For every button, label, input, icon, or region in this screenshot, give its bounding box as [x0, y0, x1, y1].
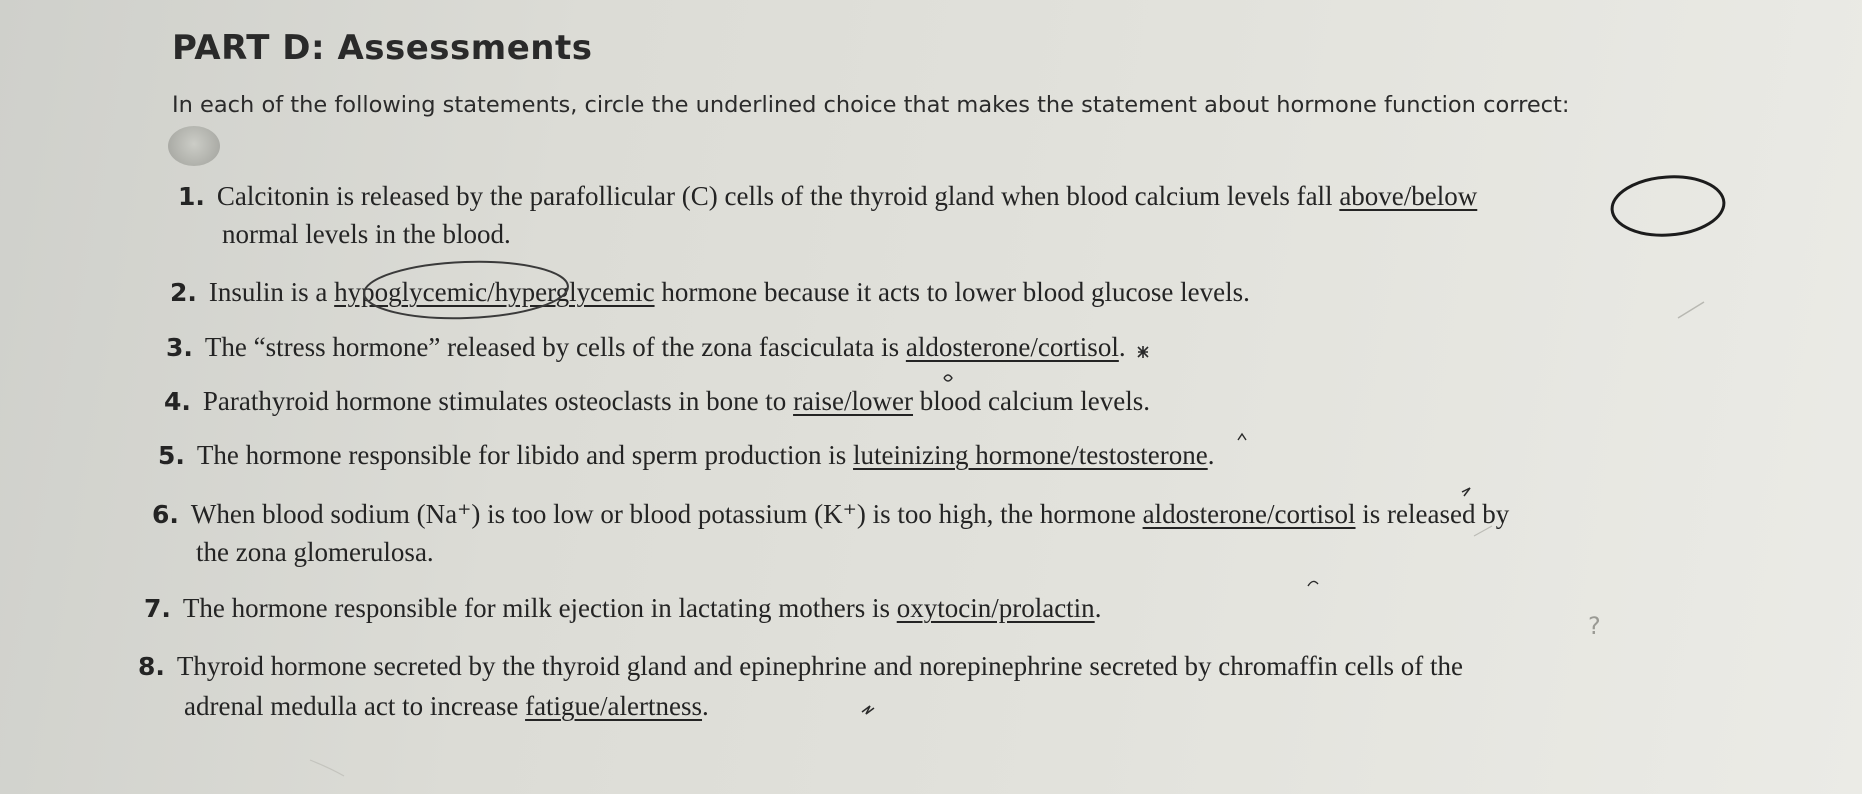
- stamp-mark: [168, 126, 220, 166]
- question-text: Calcitonin is released by the parafollicular (C) cells of the thyroid gland when blood calcium levels fall: [216, 181, 1333, 211]
- question-6: [152, 496, 1509, 533]
- question-text-post: .: [1207, 440, 1215, 470]
- question-6-continued: the zona glomerulosa.: [196, 537, 434, 567]
- pen-question-mark: ?: [1588, 612, 1601, 640]
- question-8: [138, 648, 1463, 685]
- pen-circle-mark: [1610, 173, 1726, 239]
- pen-star-mark: [1138, 346, 1148, 358]
- question-number: 3.: [166, 333, 193, 362]
- question-number: 4.: [164, 387, 191, 416]
- question-text: The hormone responsible for milk ejection in lactating mothers is: [182, 593, 890, 623]
- question-7: [144, 590, 1101, 627]
- pen-tick-mark: [1462, 488, 1470, 496]
- question-text-post: is released by: [1362, 499, 1510, 529]
- answer-choice[interactable]: fatigue/alertness: [525, 691, 703, 721]
- question-3: [166, 329, 1126, 366]
- pen-tick-mark: [944, 375, 952, 381]
- answer-choice[interactable]: aldosterone/cortisol: [905, 332, 1119, 362]
- page-title: PART D: Assessments: [172, 28, 593, 68]
- question-1-continued: normal levels in the blood.: [222, 219, 511, 249]
- question-text: The hormone responsible for libido and sperm production is: [196, 440, 847, 470]
- question-text: Parathyroid hormone stimulates osteoclasts in bone to: [202, 386, 787, 416]
- question-number: 1.: [178, 182, 205, 211]
- question-text: The “stress hormone” released by cells of the zona fasciculata is: [204, 332, 900, 362]
- question-text-post: blood calcium levels.: [919, 386, 1150, 416]
- question-8-continued: [184, 688, 709, 724]
- answer-choice[interactable]: above/below: [1339, 181, 1478, 211]
- question-text: When blood sodium (Na⁺) is too low or blood potassium (K⁺) is too high, the hormone: [190, 499, 1136, 529]
- question-number: 6.: [152, 500, 179, 529]
- answer-choice[interactable]: aldosterone/cortisol: [1142, 499, 1356, 529]
- question-text-post: hormone because it acts to lower blood glucose levels.: [661, 277, 1250, 307]
- question-text: Insulin is a: [208, 277, 328, 307]
- question-1: [178, 178, 1477, 215]
- question-text: adrenal medulla act to increase: [184, 691, 519, 721]
- pencil-stroke: [1678, 302, 1704, 318]
- question-number: 8.: [138, 652, 165, 681]
- answer-choice[interactable]: raise/lower: [793, 386, 914, 416]
- pen-tick-mark: [1238, 434, 1246, 440]
- question-text-post: .: [702, 691, 709, 721]
- pen-tick-mark: [1308, 581, 1318, 586]
- question-number: 2.: [170, 278, 197, 307]
- pen-tick-mark: [862, 706, 874, 714]
- question-number: 7.: [144, 594, 171, 623]
- pencil-stroke: [310, 760, 344, 776]
- answer-choice[interactable]: hypoglycemic/hyperglycemic: [334, 277, 655, 307]
- question-number: 5.: [158, 441, 185, 470]
- question-text-post: .: [1118, 332, 1126, 362]
- question-4: [164, 383, 1150, 420]
- question-text-post: .: [1094, 593, 1102, 623]
- question-2: [170, 274, 1250, 311]
- answer-choice[interactable]: oxytocin/prolactin: [896, 593, 1095, 623]
- instructions-text: In each of the following statements, circle the underlined choice that makes the statement about hormone function correct:: [172, 92, 1570, 118]
- question-text: Thyroid hormone secreted by the thyroid gland and epinephrine and norepinephrine secreted by chromaffin cells of the: [176, 651, 1463, 681]
- answer-choice[interactable]: luteinizing hormone/testosterone: [853, 440, 1208, 470]
- question-5: [158, 437, 1214, 474]
